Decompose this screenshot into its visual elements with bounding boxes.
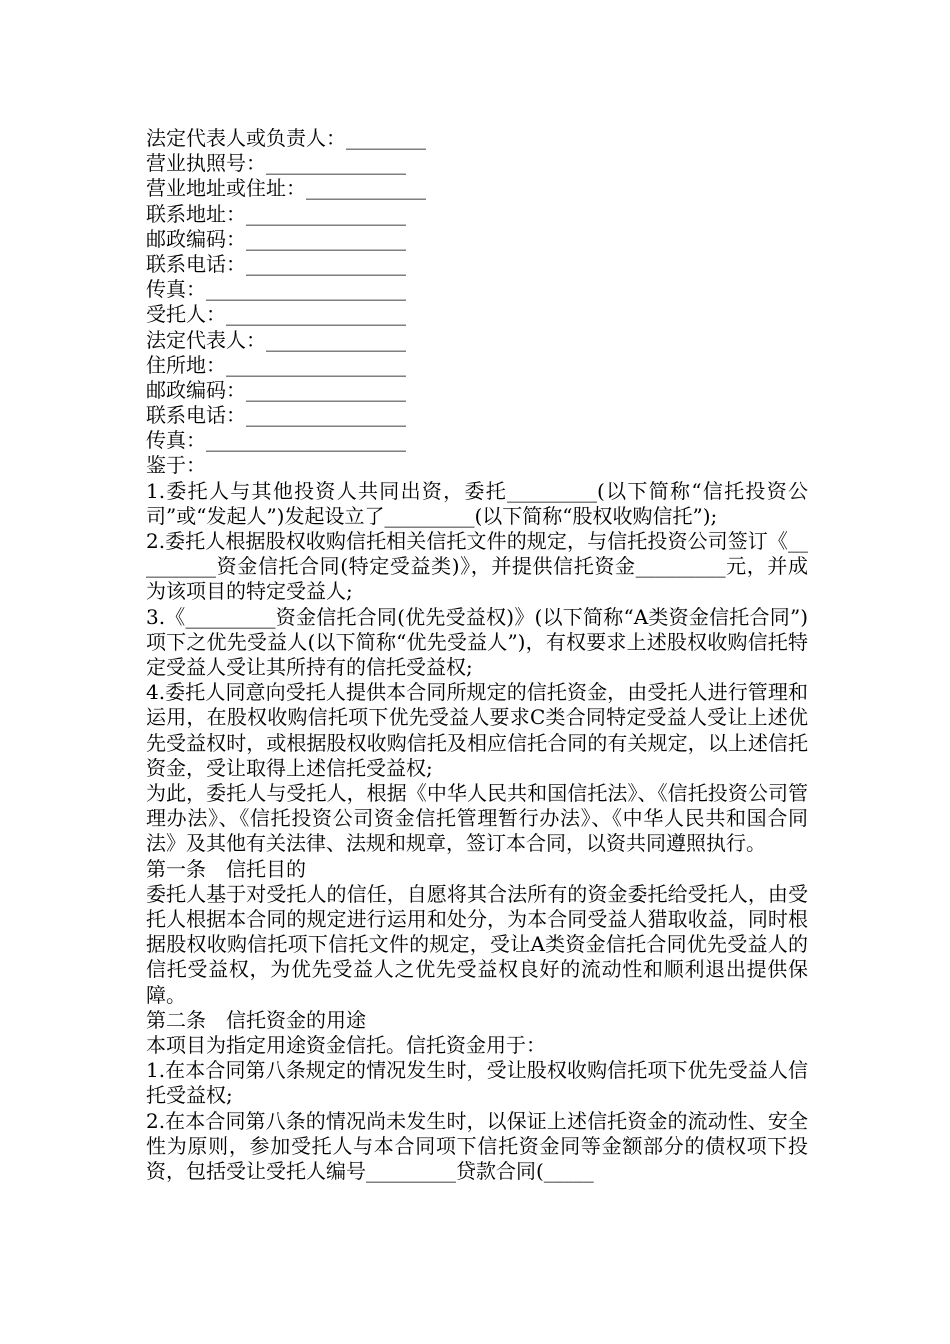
contract-page (146, 126, 808, 1184)
field-label: 法定代表人： (146, 327, 266, 352)
article-2-heading: 第二条 信托资金的用途 (146, 1007, 366, 1032)
field-domicile (146, 353, 808, 378)
article-2-item-2: 2.在本合同第八条的情况尚未发生时，以保证上述信托资金的流动性、安全性为原则，参加受托人与本合同项下信托资金同等金额部分的债权项下投资，包括受让受托人编号_________贷款合同(_____ (146, 1108, 808, 1184)
field-blank: ____________________ (206, 277, 406, 302)
field-blank: ________________ (246, 377, 406, 402)
field-label: 邮政编码： (146, 377, 246, 402)
article-1-body: 委托人基于对受托人的信任，自愿将其合法所有的资金委托给受托人，由受托人根据本合同的规定进行运用和处分，为本合同受益人猎取收益，同时根据股权收购信托项下信托文件的规定，受让A类资金信托合同优先受益人的信托受益权，为优先受益人之优先受益权良好的流动性和顺利退出提供保障。 (146, 881, 808, 1007)
field-trustee-legal-rep (146, 328, 808, 353)
field-blank: ______________ (266, 327, 406, 352)
field-trustee-postal-code (146, 378, 808, 403)
field-label: 传真： (146, 428, 206, 453)
field-label: 邮政编码： (146, 226, 246, 251)
field-blank: ________________ (246, 403, 406, 428)
field-label: 联系电话： (146, 251, 246, 276)
article-2-item-1: 1.在本合同第八条规定的情况发生时，受让股权收购信托项下优先受益人信托受益权; (146, 1058, 808, 1108)
field-blank: ______________ (266, 151, 406, 176)
field-phone (146, 252, 808, 277)
article-1-heading: 第一条 信托目的 (146, 856, 306, 881)
field-label: 法定代表人或负责人： (146, 126, 346, 150)
recital-conclusion: 为此，委托人与受托人，根据《中华人民共和国信托法》、《信托投资公司管理办法》、《信托投资公司资金信托管理暂行办法》、《中华人民共和国合同法》及其他有关法律、法规和规章，签订本合同，以资共同遵照执行。 (146, 781, 808, 856)
recital-4: 4.委托人同意向受托人提供本合同所规定的信托资金，由受托人进行管理和运用，在股权收购信托项下优先受益人要求C类合同特定受益人受让上述优先受益权时，或根据股权收购信托及相应信托合同的有关规定，以上述信托资金，受让取得上述信托受益权; (146, 680, 808, 780)
party-info-block (146, 126, 808, 453)
field-blank: ____________ (306, 176, 426, 201)
field-label: 营业执照号： (146, 151, 266, 176)
field-postal-code (146, 227, 808, 252)
field-label: 受托人： (146, 302, 226, 327)
field-trustee-phone (146, 403, 808, 428)
field-label: 联系地址： (146, 201, 246, 226)
field-blank: ________________ (246, 251, 406, 276)
field-label: 营业地址或住址： (146, 176, 306, 201)
field-label: 住所地： (146, 352, 226, 377)
field-contact-address (146, 202, 808, 227)
field-blank: ________________ (246, 226, 406, 251)
field-trustee (146, 302, 808, 327)
field-legal-rep-or-principal (146, 126, 808, 151)
field-blank: ____________________ (206, 428, 406, 453)
field-fax (146, 277, 808, 302)
recital-2: 2.委托人根据股权收购信托相关信托文件的规定，与信托投资公司签订《_________资金信托合同(特定受益类)》，并提供信托资金_________元，并成为该项目的特定受益人; (146, 529, 808, 604)
field-label: 传真： (146, 277, 206, 302)
field-business-address (146, 176, 808, 201)
field-blank: ________ (346, 126, 426, 150)
field-blank: __________________ (226, 352, 406, 377)
whereas-heading: 鉴于： (146, 453, 206, 478)
field-blank: ________________ (246, 201, 406, 226)
article-2-intro: 本项目为指定用途资金信托。信托资金用于： (146, 1033, 546, 1058)
field-label: 联系电话： (146, 403, 246, 428)
field-trustee-fax (146, 428, 808, 453)
recital-3: 3.《_________资金信托合同(优先受益权)》(以下简称“A类资金信托合同”)项下之优先受益人(以下简称“优先受益人”)，有权要求上述股权收购信托特定受益人受让其所持有的信托受益权; (146, 604, 808, 680)
field-business-license (146, 151, 808, 176)
recital-1: 1.委托人与其他投资人共同出资，委托_________(以下简称“信托投资公司”或“发起人”)发起设立了_________(以下简称“股权收购信托”); (146, 478, 808, 528)
field-blank: __________________ (226, 302, 406, 327)
